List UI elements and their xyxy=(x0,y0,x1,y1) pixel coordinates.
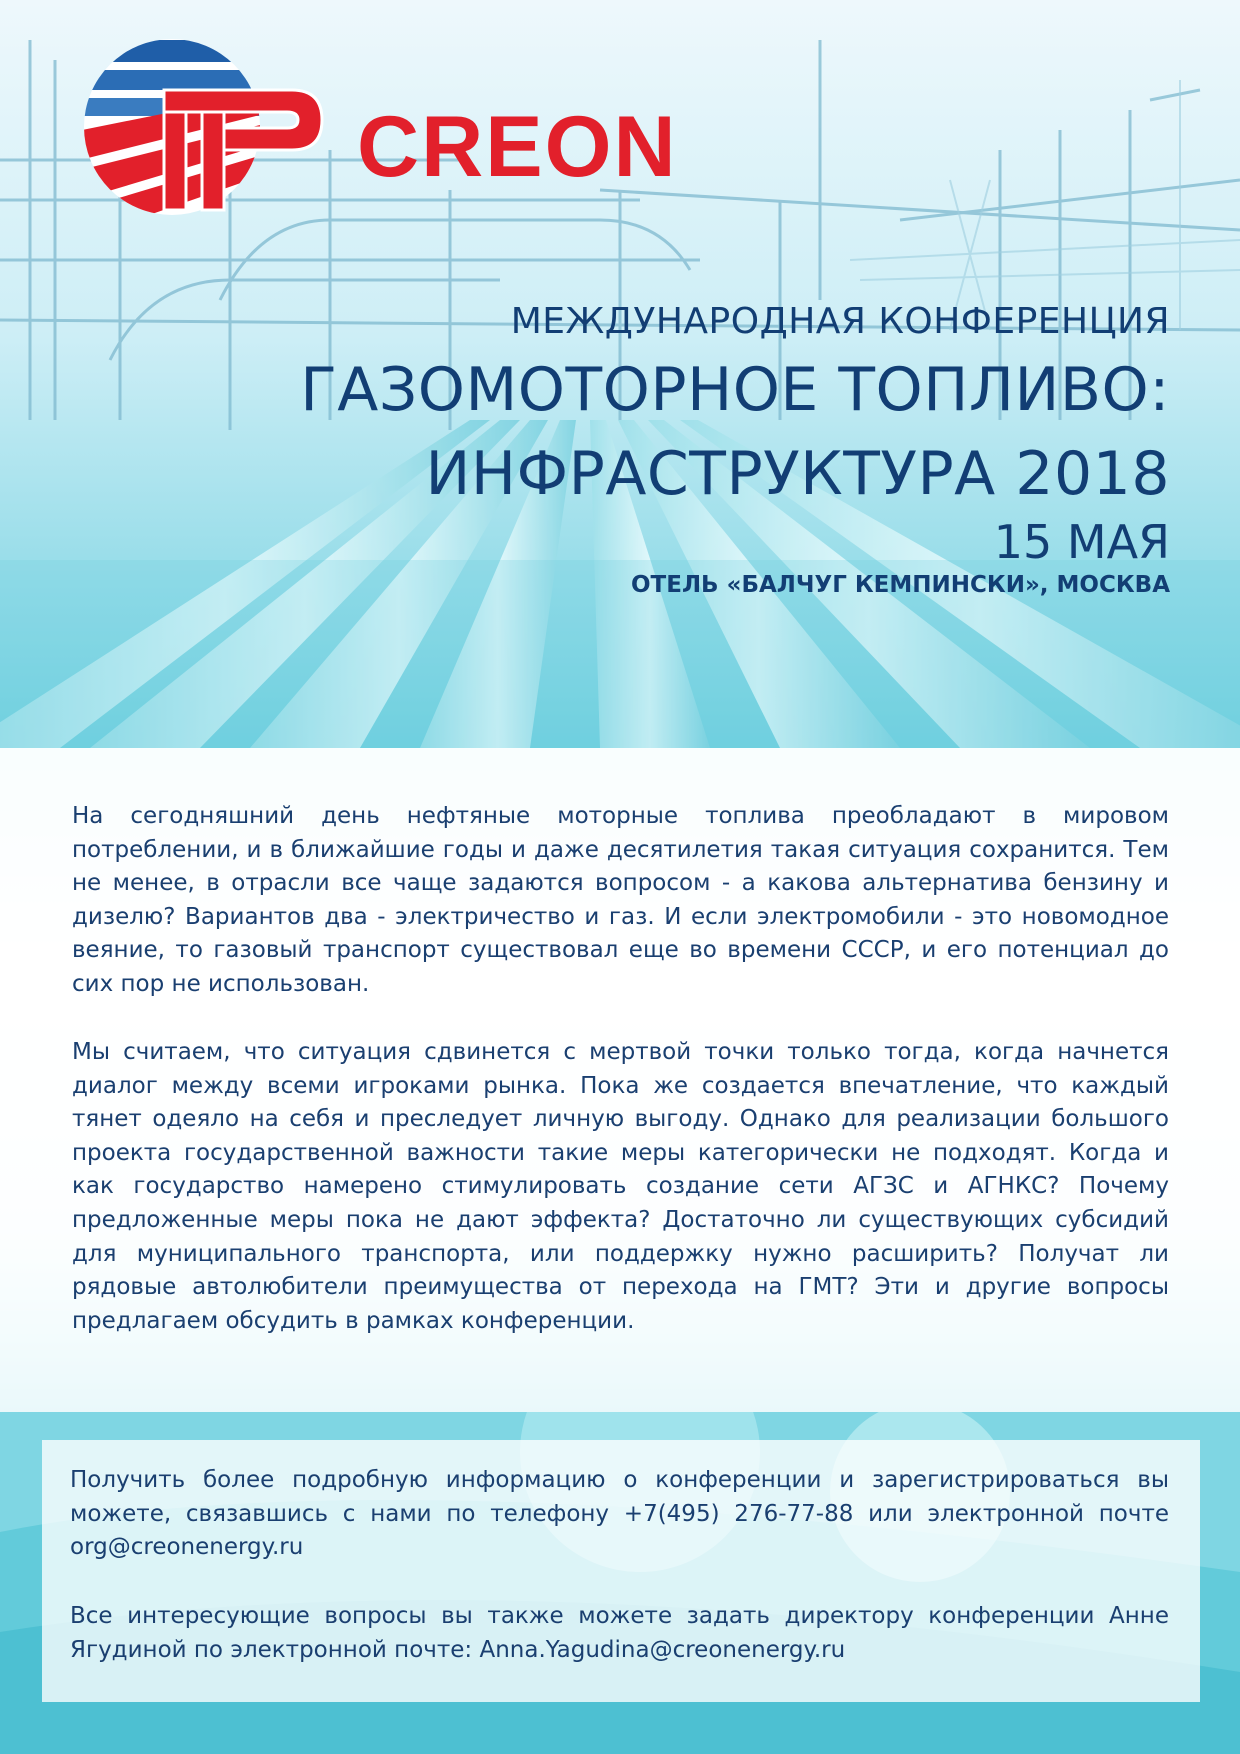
conference-title-line1: ГАЗОМОТОРНОЕ ТОПЛИВО: xyxy=(300,355,1170,425)
conference-kicker: МЕЖДУНАРОДНАЯ КОНФЕРЕНЦИЯ xyxy=(510,301,1170,342)
header-titles xyxy=(170,298,1170,602)
intro-paragraph: На сегодняшний день нефтяные моторные топлива преобладают в мировом потреблении, и в ближайшие годы и даже десятилетия такая ситуация сохранится. Тем не менее, в отрасли все чаще задаются вопросом - а какова альтернатива бензину и дизелю? Вариантов два - электричество и газ. И если электромобили - это новомодное веяние, то газовый транспорт существовал еще во времени СССР, и его потенциал до сих пор не использован. xyxy=(72,803,1169,997)
conference-venue: ОТЕЛЬ «БАЛЧУГ КЕМПИНСКИ», МОСКВА xyxy=(631,572,1170,598)
logo-wordmark: CREON xyxy=(357,99,678,195)
creon-globe-logo-icon xyxy=(72,32,342,222)
director-contact-paragraph: Все интересующие вопросы вы также можете задать директору конференции Анне Ягудиной по электронной почте: Anna.Yagudina@creonenergy.ru xyxy=(70,1603,1169,1663)
conference-date: 15 МАЯ xyxy=(993,515,1170,569)
conference-title-line2: ИНФРАСТРУКТУРА 2018 xyxy=(425,439,1170,509)
discussion-paragraph: Мы считаем, что ситуация сдвинется с мертвой точки только тогда, когда начнется диалог между всеми игроками рынка. Пока же создается впечатление, что каждый тянет одеяло на себя и преследует личную выгоду. Однако для реализации большого проекта государственной важности такие меры категорически не подходят. Когда и как государство намерено стимулировать создание сети АГЗС и АГНКС? Почему предложенные меры пока не дают эффекта? Достаточно ли существующих субсидий для муниципального транспорта, или поддержку нужно расширить? Получат ли рядовые автолюбители преимущества от перехода на ГМТ? Эти и другие вопросы предлагаем обсудить в рамках конференции. xyxy=(72,1039,1169,1334)
creon-logo xyxy=(72,32,678,222)
registration-info-paragraph: Получить более подробную информацию о конференции и зарегистрироваться вы можете, связавшись с нами по телефону +7(495) 276-77-88 или электронной почте org@creonenergy.ru xyxy=(70,1467,1169,1561)
